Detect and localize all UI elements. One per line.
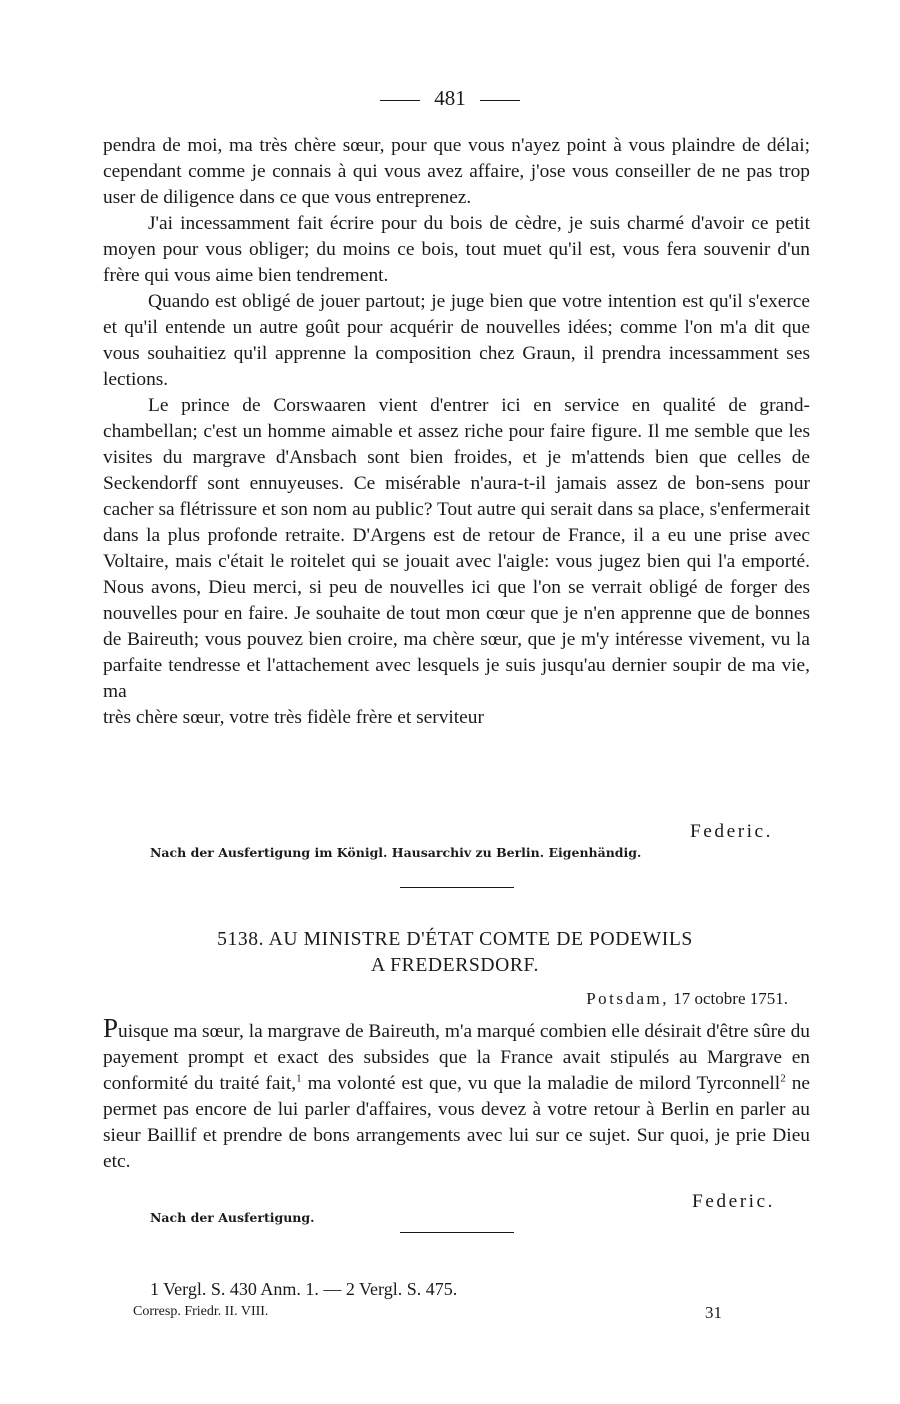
letter-2-source-note: Nach der Ausfertigung. <box>150 1210 315 1225</box>
footer-signature-mark: Corresp. Friedr. II. VIII. <box>133 1304 269 1319</box>
letter-2-initial: P <box>103 1013 119 1043</box>
section-divider <box>400 887 514 888</box>
date-place: Potsdam, <box>586 989 670 1008</box>
letter-1-paragraph: Quando est obligé de jouer partout; je juge bien que votre intention est qu'il s'exerce et qu'il entende un autre goût pour acquérir de nouvelles idées; comme l'on m'a dit que vous souhaitiez qu'il apprenne la composition chez Graun, il prendra incessamment ses lections. <box>103 291 810 390</box>
letter-2-title-line-2: A FREDERSDORF. <box>371 955 539 976</box>
footer-sheet-number: 31 <box>705 1303 722 1322</box>
letter-1-signature: Federic. <box>690 821 773 842</box>
page-header <box>0 84 900 112</box>
footnote-divider <box>400 1232 514 1233</box>
footnotes: 1 Vergl. S. 430 Anm. 1. — 2 Vergl. S. 475. <box>150 1279 458 1299</box>
letter-1-paragraph: pendra de moi, ma très chère sœur, pour que vous n'ayez point à vous plaindre de délai; cependant comme je connais à qui vous avez affaire, j'ose vous conseiller de ne pas trop user de diligence dans ce que vous entreprenez. <box>103 135 810 208</box>
date-value: 17 octobre 1751. <box>673 989 788 1008</box>
letter-2-body <box>103 1015 810 1175</box>
letter-2-title-line-1: 5138. AU MINISTRE D'ÉTAT COMTE DE PODEWILS <box>217 929 693 950</box>
letter-2-dateline <box>586 988 788 1010</box>
letter-2-signature: Federic. <box>692 1191 775 1212</box>
letter-1-body <box>103 133 810 731</box>
letter-2-paragraph <box>103 1015 810 1175</box>
page-number: 481 <box>434 86 466 110</box>
letter-2-text-a: uisque ma sœur, la margrave de Baireuth, m'a marqué combien elle désirait d'être sûre du payement prompt et exact des subsides que la France avait stipulés au Margrave en conformité du traité fait, <box>103 1021 810 1094</box>
header-dash-right <box>480 100 520 101</box>
letter-1-closing-line: très chère sœur, votre très fidèle frère et serviteur <box>103 707 484 728</box>
letter-1-source-note: Nach der Ausfertigung im Königl. Hausarchiv zu Berlin. Eigenhändig. <box>150 845 642 860</box>
header-dash-left <box>380 100 420 101</box>
letter-1-paragraph: J'ai incessamment fait écrire pour du bois de cèdre, je suis charmé d'avoir ce petit moyen pour vous obliger; du moins ce bois, tout muet qu'il est, vous fera souvenir d'un frère qui vous aime bien tendrement. <box>103 213 810 286</box>
letter-2-title <box>100 927 810 979</box>
letter-2-text-c: ne permet pas encore de lui parler d'affaires, vous devez à votre retour à Berlin en parler au sieur Baillif et prendre de bons arrangements avec lui sur ce sujet. Sur quoi, je prie Dieu etc. <box>103 1073 811 1172</box>
letter-1-paragraph: Le prince de Corswaaren vient d'entrer ici en service en qualité de grand-chambellan; c'est un homme aimable et assez riche pour faire figure. Il me semble que les visites du margrave d'Ansbach sont bien froides, et je m'attends bien que celles de Seckendorff sont ennuyeuses. Ce misérable n'aura-t-il jamais assez de bon-sens pour cacher sa flétrissure et son nom au public? Tout autre qui serait dans sa place, s'enfermerait dans la plus profonde retraite. D'Argens est de retour de France, il a eu une prise avec Voltaire, mais c'était le roitelet qui se jouait avec l'aigle: vous jugez bien qui l'a emporté. Nous avons, Dieu merci, si peu de nouvelles ici que l'on se verrait obligé de forger des nouvelles pour en faire. Je souhaite de tout mon cœur que je n'en apprenne que de bonnes de Baireuth; vous pouvez bien croire, ma chère sœur, que je m'y intéresse vivement, vu la parfaite tendresse et l'attachement avec lesquels je suis jusqu'au dernier soupir de ma vie, ma <box>103 395 810 702</box>
footnote-ref-2: 2 <box>780 1072 786 1085</box>
footnote-ref-1: 1 <box>296 1072 302 1085</box>
letter-2-text-b: ma volonté est que, vu que la maladie de milord Tyrconnell <box>301 1073 781 1094</box>
